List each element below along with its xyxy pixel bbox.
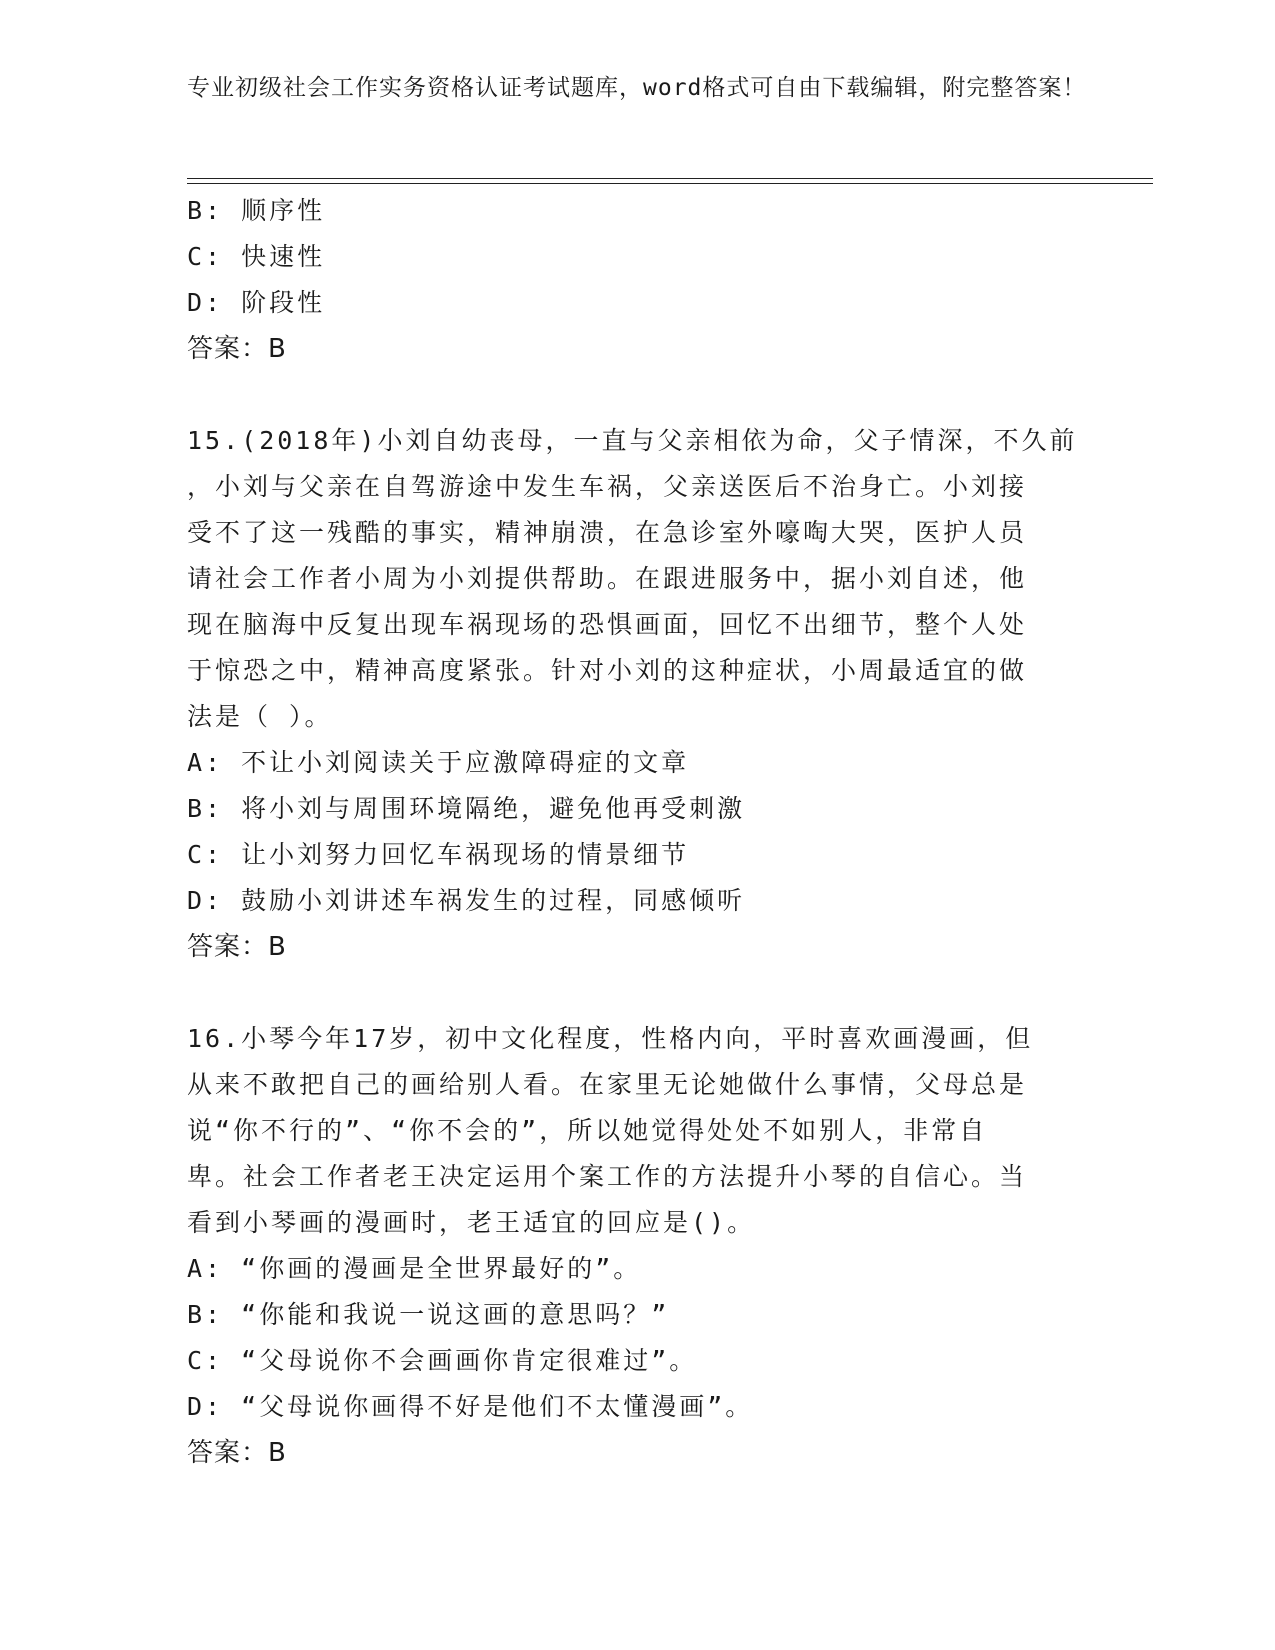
question-text-line: 看到小琴画的漫画时，老王适宜的回应是()。 [187,1208,756,1237]
question-text-line: ，小刘与父亲在自驾游途中发生车祸，父亲送医后不治身亡。小刘接 [187,472,1028,501]
header-divider-bottom [187,183,1153,184]
question-text-line: 于惊恐之中，精神高度紧张。针对小刘的这种症状，小周最适宜的做 [187,656,1028,685]
option-b: B: “你能和我说一说这画的意思吗？” [187,1300,670,1329]
prev-question [187,188,1107,372]
answer-label: 答案：B [187,1438,287,1468]
question-text-line: 法是（ ）。 [187,702,333,731]
header-divider-top [187,178,1153,179]
answer-label: 答案：B [187,334,287,364]
option-c: C: 快速性 [187,242,326,271]
question-content [187,188,1107,1476]
option-d: D: 阶段性 [187,288,326,317]
document-header [187,72,1087,105]
option-b: B: 顺序性 [187,196,326,225]
option-a: A: “你画的漫画是全世界最好的”。 [187,1254,642,1283]
question-15 [187,418,1107,970]
spacer [187,970,1107,1016]
spacer [187,372,1107,418]
question-text-line: 现在脑海中反复出现车祸现场的恐惧画面，回忆不出细节，整个人处 [187,610,1028,639]
question-text-line: 受不了这一残酷的事实，精神崩溃，在急诊室外嚎啕大哭，医护人员 [187,518,1028,547]
option-c: C: 让小刘努力回忆车祸现场的情景细节 [187,840,690,869]
question-text-line: 16.小琴今年17岁，初中文化程度，性格内向，平时喜欢画漫画，但 [187,1024,1034,1053]
question-text-line: 说“你不行的”、“你不会的”，所以她觉得处处不如别人，非常自 [187,1116,988,1145]
question-text-line: 卑。社会工作者老王决定运用个案工作的方法提升小琴的自信心。当 [187,1162,1028,1191]
option-d: D: 鼓励小刘讲述车祸发生的过程，同感倾听 [187,886,746,915]
question-text-line: 从来不敢把自己的画给别人看。在家里无论她做什么事情，父母总是 [187,1070,1028,1099]
header-text: 专业初级社会工作实务资格认证考试题库，word格式可自由下载编辑，附完整答案！ [187,75,1087,101]
question-16 [187,1016,1107,1476]
option-b: B: 将小刘与周围环境隔绝，避免他再受刺激 [187,794,746,823]
answer-label: 答案：B [187,932,287,962]
option-a: A: 不让小刘阅读关于应激障碍症的文章 [187,748,690,777]
option-c: C: “父母说你不会画画你肯定很难过”。 [187,1346,698,1375]
question-text-line: 15.(2018年)小刘自幼丧母，一直与父亲相依为命，父子情深，不久前 [187,426,1078,455]
option-d: D: “父母说你画得不好是他们不太懂漫画”。 [187,1392,754,1421]
question-text-line: 请社会工作者小周为小刘提供帮助。在跟进服务中，据小刘自述，他 [187,564,1028,593]
